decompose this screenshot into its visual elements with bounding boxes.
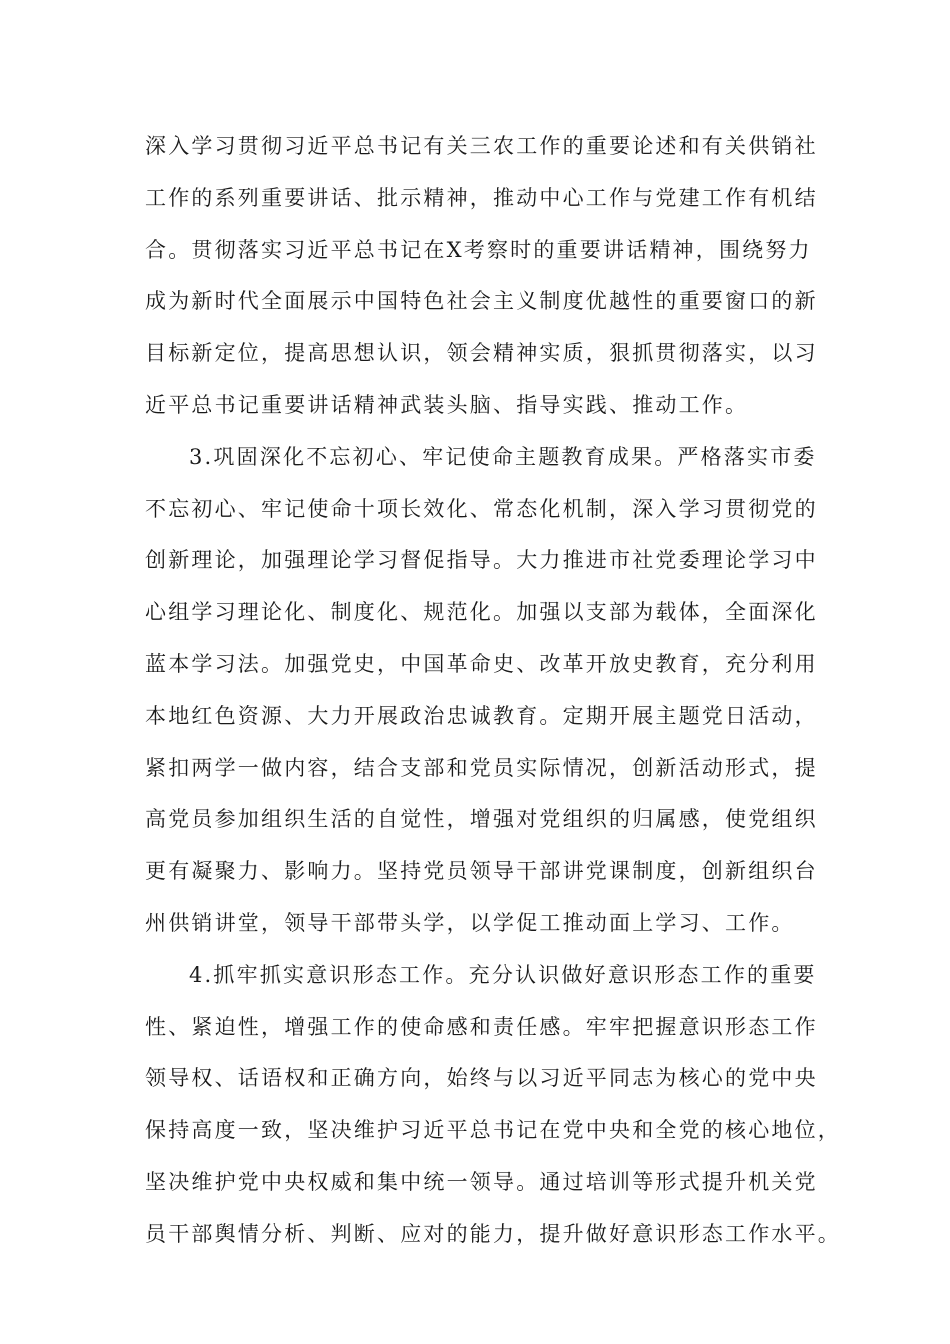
text-line: 创新理论，加强理论学习督促指导。大力推进市社党委理论学习中 xyxy=(145,548,818,573)
text-line: 紧扣两学一做内容，结合支部和党员实际情况，创新活动形式，提 xyxy=(145,755,818,780)
text-line: 近平总书记重要讲话精神武装头脑、指导实践、推动工作。 xyxy=(145,392,749,417)
paragraph-4-first-line: 4.抓牢抓实意识形态工作。充分认识做好意识形态工作的重要 xyxy=(189,962,817,987)
text-line: 本地红色资源、大力开展政治忠诚教育。定期开展主题党日活动， xyxy=(145,703,818,728)
text-line: 保持高度一致，坚决维护习近平总书记在党中央和全党的核心地位， xyxy=(145,1118,841,1143)
text-line: 工作的系列重要讲话、批示精神，推动中心工作与党建工作有机结 xyxy=(145,185,818,210)
text-line: 目标新定位，提高思想认识，领会精神实质，狠抓贯彻落实，以习 xyxy=(145,341,818,366)
text-line: 州供销讲堂，领导干部带头学，以学促工推动面上学习、工作。 xyxy=(145,910,795,935)
text-line: 更有凝聚力、影响力。坚持党员领导干部讲党课制度，创新组织台 xyxy=(145,859,818,884)
text-line: 合。贯彻落实习近平总书记在X考察时的重要讲话精神，围绕努力 xyxy=(145,237,812,262)
text-line: 心组学习理论化、制度化、规范化。加强以支部为载体，全面深化 xyxy=(145,600,818,625)
text-line: 成为新时代全面展示中国特色社会主义制度优越性的重要窗口的新 xyxy=(145,289,818,314)
text-line: 领导权、话语权和正确方向，始终与以习近平同志为核心的党中央 xyxy=(145,1066,818,1091)
text-line: 高党员参加组织生活的自觉性，增强对党组织的归属感，使党组织 xyxy=(145,807,818,832)
text-line: 坚决维护党中央权威和集中统一领导。通过培训等形式提升机关党 xyxy=(145,1169,818,1194)
text-line: 员干部舆情分析、判断、应对的能力，提升做好意识形态工作水平。 xyxy=(145,1221,841,1246)
text-line: 蓝本学习法。加强党史，中国革命史、改革开放史教育，充分利用 xyxy=(145,651,818,676)
paragraph-3-first-line: 3.巩固深化不忘初心、牢记使命主题教育成果。严格落实市委 xyxy=(189,444,817,469)
document-body xyxy=(145,126,841,1266)
text-line: 性、紧迫性，增强工作的使命感和责任感。牢牢把握意识形态工作 xyxy=(145,1014,818,1039)
text-line: 深入学习贯彻习近平总书记有关三农工作的重要论述和有关供销社 xyxy=(145,134,818,158)
text-line: 不忘初心、牢记使命十项长效化、常态化机制，深入学习贯彻党的 xyxy=(145,496,818,521)
